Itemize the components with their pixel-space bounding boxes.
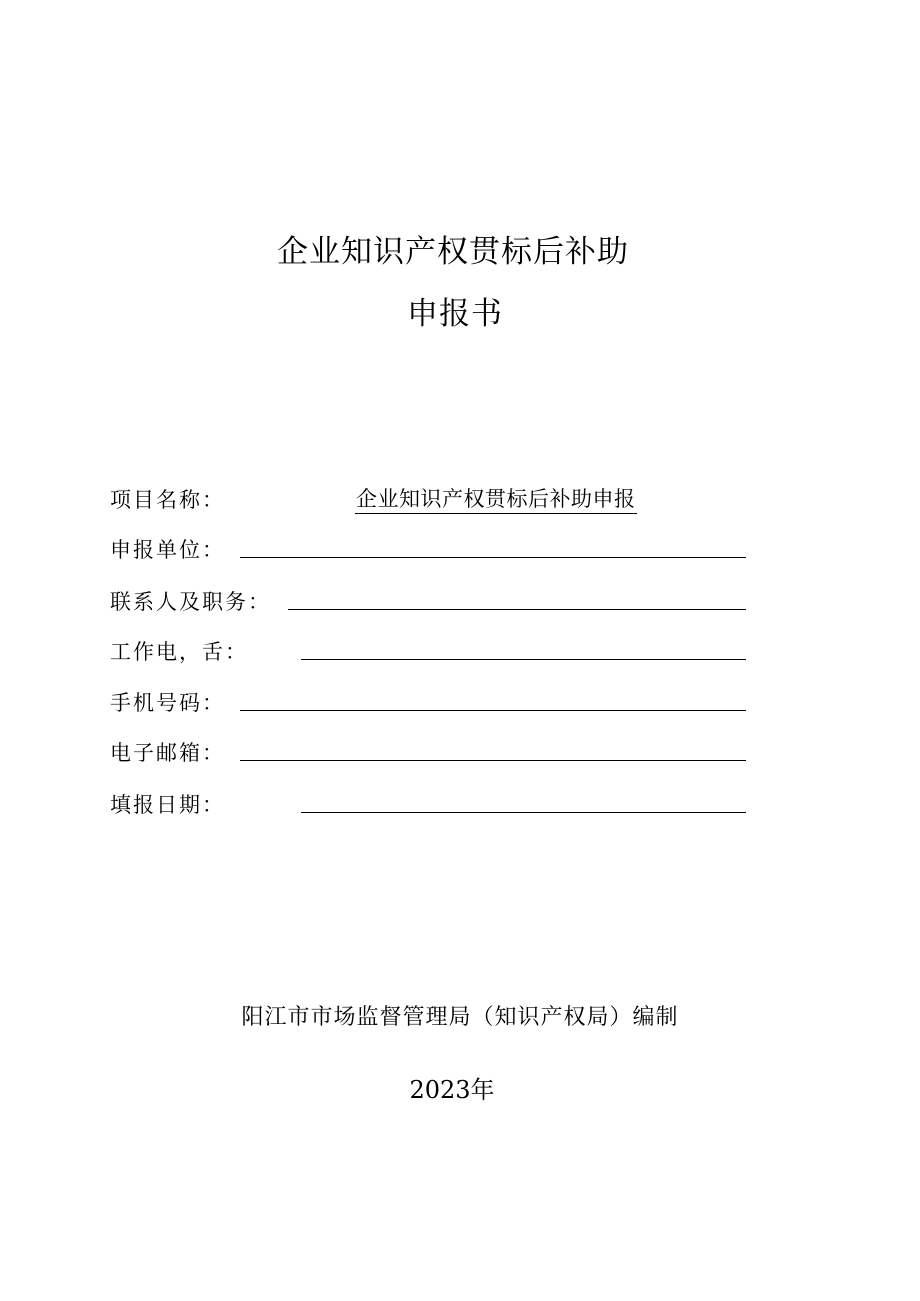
fill-date-input-line[interactable] bbox=[301, 812, 746, 813]
field-email bbox=[110, 738, 750, 768]
field-label: 项目名称： bbox=[110, 488, 225, 512]
field-label: 联系人及职务： bbox=[110, 590, 271, 614]
mobile-input-line[interactable] bbox=[240, 710, 746, 711]
field-applicant-unit bbox=[110, 535, 750, 565]
field-project-name bbox=[110, 485, 750, 515]
issuing-organization: 阳江市市场监督管理局（知识产权局）编制 bbox=[241, 1005, 679, 1030]
field-work-phone bbox=[110, 637, 750, 667]
applicant-unit-input-line[interactable] bbox=[240, 557, 746, 558]
project-name-value[interactable]: 企业知识产权贯标后补助申报 bbox=[355, 485, 637, 514]
field-label: 手机号码： bbox=[110, 691, 225, 715]
document-year: 2023年 bbox=[409, 1076, 495, 1104]
document-title: 企业知识产权贯标后补助 bbox=[277, 234, 629, 270]
document-subtitle: 申报书 bbox=[407, 296, 503, 332]
field-contact-title bbox=[110, 587, 750, 617]
field-mobile bbox=[110, 688, 750, 718]
field-label: 申报单位： bbox=[110, 538, 225, 562]
field-label: 工作电，舌： bbox=[110, 640, 248, 664]
field-label: 填报日期： bbox=[110, 793, 225, 817]
work-phone-input-line[interactable] bbox=[301, 659, 746, 660]
email-input-line[interactable] bbox=[240, 760, 746, 761]
field-label: 电子邮箱： bbox=[110, 741, 225, 765]
contact-title-input-line[interactable] bbox=[288, 609, 746, 610]
field-fill-date bbox=[110, 790, 750, 820]
